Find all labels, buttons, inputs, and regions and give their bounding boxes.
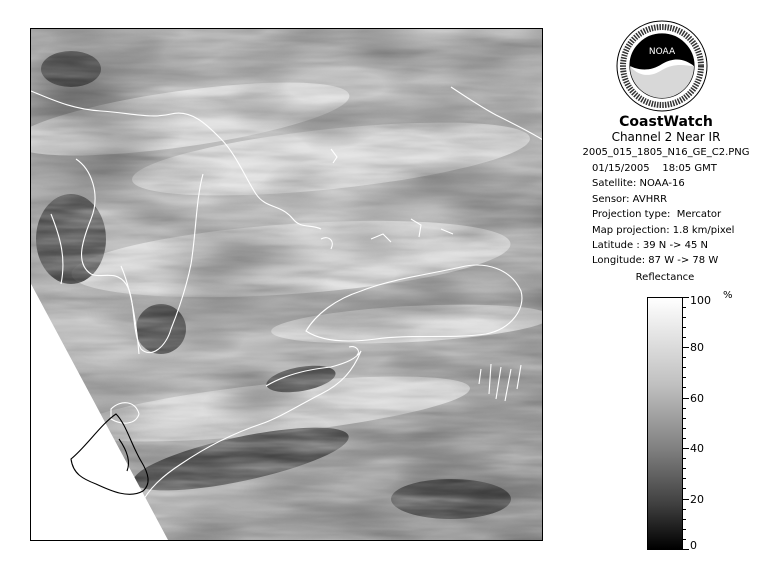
colorbar-minor-tick <box>683 327 686 328</box>
projection-type-text: Projection type: Mercator <box>592 209 722 221</box>
colorbar-title: Reflectance <box>635 272 695 283</box>
colorbar-minor-tick <box>683 428 686 429</box>
colorbar-minor-tick <box>683 539 686 540</box>
satellite-text: Satellite: NOAA-16 <box>592 178 685 190</box>
satellite-image <box>30 28 543 541</box>
colorbar-unit: % <box>723 290 733 301</box>
colorbar-minor-tick <box>683 418 686 419</box>
noaa-logo-icon <box>616 20 708 112</box>
colorbar-minor-tick <box>683 307 686 308</box>
colorbar-minor-tick <box>683 387 686 388</box>
colorbar-tick <box>683 448 689 449</box>
colorbar-minor-tick <box>683 529 686 530</box>
latitude-text: Latitude : 39 N -> 45 N <box>592 240 708 252</box>
colorbar-minor-tick <box>683 317 686 318</box>
colorbar-minor-tick <box>683 488 686 489</box>
noaa-logo <box>616 20 708 112</box>
colorbar-tick-label: 100 <box>690 294 711 307</box>
colorbar-minor-tick <box>683 408 686 409</box>
colorbar-tick-label: 40 <box>690 442 704 455</box>
colorbar-minor-tick <box>683 377 686 378</box>
product-title: CoastWatch <box>619 114 713 130</box>
colorbar <box>647 297 683 550</box>
map-projection-text: Map projection: 1.8 km/pixel <box>592 224 735 236</box>
channel-subtitle: Channel 2 Near IR <box>611 130 721 144</box>
colorbar-tick-label: 80 <box>690 341 704 354</box>
colorbar-minor-tick <box>683 337 686 338</box>
colorbar-minor-tick <box>683 438 686 439</box>
colorbar-tick <box>683 549 689 550</box>
file-name: 2005_015_1805_N16_GE_C2.PNG <box>582 147 750 158</box>
colorbar-tick-label: 0 <box>690 539 697 552</box>
longitude-text: Longitude: 87 W -> 78 W <box>592 255 719 267</box>
colorbar-ticks <box>683 294 763 552</box>
colorbar-tick-label: 20 <box>690 493 704 506</box>
colorbar-minor-tick <box>683 458 686 459</box>
colorbar-minor-tick <box>683 509 686 510</box>
colorbar-tick <box>683 297 689 298</box>
colorbar-tick <box>683 347 689 348</box>
colorbar-minor-tick <box>683 357 686 358</box>
datetime-text: 01/15/2005 18:05 GMT <box>592 163 717 174</box>
colorbar-tick <box>683 398 689 399</box>
colorbar-tick-label: 60 <box>690 392 704 405</box>
colorbar-tick <box>683 499 689 500</box>
sensor-text: Sensor: AVHRR <box>592 193 668 205</box>
colorbar-minor-tick <box>683 468 686 469</box>
colorbar-minor-tick <box>683 478 686 479</box>
satellite-image-svg <box>31 29 543 541</box>
colorbar-minor-tick <box>683 367 686 368</box>
metadata-block <box>592 161 734 269</box>
logo-text: NOAA <box>648 47 676 57</box>
colorbar-minor-tick <box>683 519 686 520</box>
